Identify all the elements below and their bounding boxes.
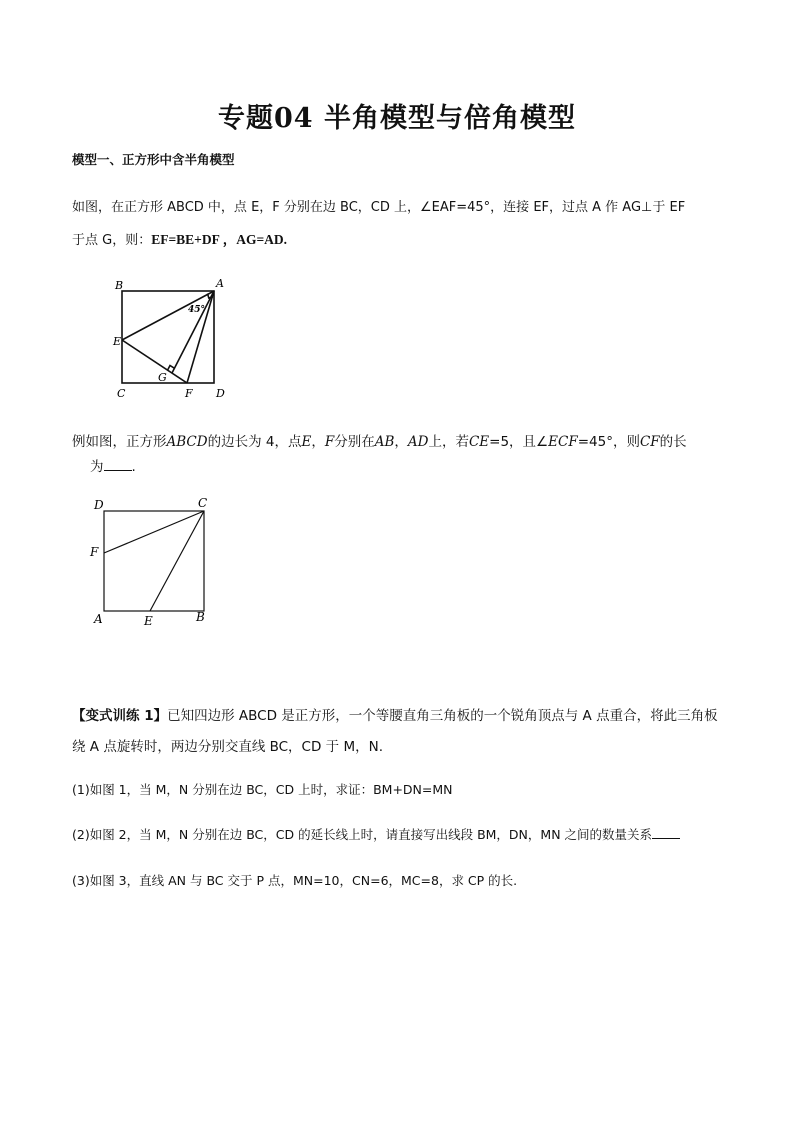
fig2-label-F: F (90, 545, 99, 559)
question-2 (72, 825, 680, 843)
ex-text: 的长 (659, 434, 687, 450)
question-2-text: (2)如图 2，当 M，N 分别在边 BC，CD 的延长线上时，请直接写出线段 BM，DN，MN 之间的数量关系 (72, 827, 653, 842)
fig1-angle-label: 45° (188, 305, 206, 315)
question-3: (3)如图 3，直线 AN 与 BC 交于 P 点，MN=10，CN=6，MC=8，求 CP 的长. (72, 873, 518, 888)
ex-text: 分别在 (334, 434, 375, 450)
ex-text: 例如图，正方形 (72, 434, 167, 450)
answer-blank[interactable] (104, 458, 132, 471)
ex-text: . (131, 459, 136, 475)
ex-text: 为 (90, 459, 104, 475)
ex-var: ECF (548, 434, 578, 450)
fig1-label-E: E (113, 335, 122, 348)
ex-text: =5，且∠ (489, 434, 549, 450)
ex-var: CF (639, 434, 660, 450)
section-heading: 模型一、正方形中含半角模型 (72, 152, 235, 167)
fig1-label-D: D (216, 387, 225, 400)
figure-half-angle-square (110, 276, 250, 406)
intro-prefix: 于点 G，则： (72, 233, 152, 248)
fig1-label-B: B (115, 279, 124, 292)
ex-var: CE (468, 434, 490, 450)
ex-text: ， (394, 434, 408, 450)
ex-text: 的边长为 4，点 (207, 434, 302, 450)
intro-result: EF=BE+DF ，AG=AD. (151, 232, 288, 247)
ex-var: F (324, 434, 335, 450)
intro-line-1: 如图，在正方形 ABCD 中，点 E，F 分别在边 BC，CD 上，∠EAF=45°，连接 EF，过点 A 作 AG⊥于 EF (72, 200, 686, 215)
ex-var: AD (407, 434, 429, 450)
fig2-label-C: C (198, 496, 208, 510)
answer-blank-q2[interactable] (652, 826, 680, 839)
ex-var: E (301, 434, 312, 450)
question-1: (1)如图 1，当 M，N 分别在边 BC，CD 上时，求证：BM+DN=MN (72, 782, 453, 797)
ex-text: 上，若 (428, 434, 469, 450)
variant-line-2: 绕 A 点旋转时，两边分别交直线 BC，CD 于 M，N. (72, 739, 384, 755)
variant-text: 已知四边形 ABCD 是正方形，一个等腰直角三角板的一个锐角顶点与 A 点重合，将此三角板 (167, 708, 718, 724)
variant-tag: 【变式训练 1】 (72, 708, 168, 724)
fig1-label-C: C (117, 387, 126, 400)
fig2-label-E: E (144, 614, 153, 628)
example-line-1 (72, 430, 687, 450)
example-line-2 (90, 455, 136, 475)
fig1-label-A: A (216, 277, 224, 290)
fig2-label-D: D (94, 498, 104, 512)
ex-var: AB (374, 434, 395, 450)
ex-var: ABCD (166, 434, 208, 450)
ex-text: =45°，则 (577, 434, 640, 450)
intro-line-2 (72, 228, 287, 248)
ex-text: ， (311, 434, 325, 450)
fig2-label-B: B (196, 610, 205, 624)
page-title: 专题04 半角模型与倍角模型 (218, 103, 576, 134)
fig2-label-A: A (94, 612, 103, 626)
variant-line-1 (72, 704, 718, 724)
fig1-label-G: G (158, 371, 167, 384)
figure-example-square (88, 494, 228, 634)
fig1-label-F: F (185, 387, 193, 400)
